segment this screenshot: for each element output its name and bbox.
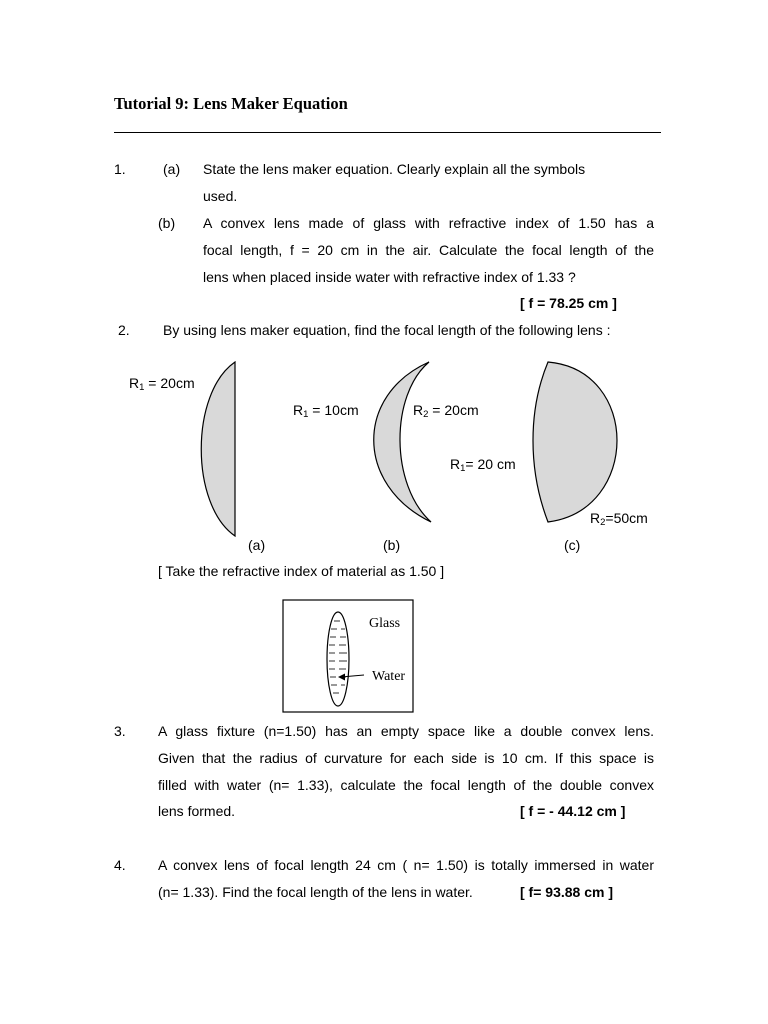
q1-number: 1. xyxy=(114,161,126,177)
q2-number: 2. xyxy=(118,322,130,338)
q3-answer: [ f = - 44.12 cm ] xyxy=(520,803,626,819)
inset-water-label: Water xyxy=(372,669,406,684)
lens-b-r2-label: $R_2 = 20cm$ xyxy=(413,402,479,420)
q4-line2: (n= 1.33). Find the focal length of the lens in water. xyxy=(158,884,473,900)
q1b-line2: focal length, f = 20 cm in the air. Calculate the focal length of the xyxy=(203,242,654,258)
lens-c-r1-label: $R_1= 20$ cm xyxy=(450,456,516,474)
q1a-line2: used. xyxy=(203,188,238,204)
lens-b-r1-label: $R_1 = 10cm$ xyxy=(293,402,359,420)
q4-number: 4. xyxy=(114,857,126,873)
lens-a-caption: (a) xyxy=(248,537,266,553)
q3-line3: filled with water (n= 1.33), calculate the focal length of the double convex xyxy=(158,777,654,793)
lens-a-r1-label: $R_1 = 20cm$ xyxy=(129,375,195,393)
q3-line1: A glass fixture (n=1.50) has an empty space like a double convex lens. xyxy=(158,723,654,739)
lens-b-caption: (b) xyxy=(383,537,401,553)
q3-line2: Given that the radius of curvature for each side is 10 cm. If this space is xyxy=(158,750,654,766)
q4-line1: A convex lens of focal length 24 cm ( n= 1.50) is totally immersed in water xyxy=(158,857,654,873)
q1a-line1: State the lens maker equation. Clearly explain all the symbols xyxy=(203,161,586,177)
q1a-label: (a) xyxy=(163,161,181,177)
q2-text: By using lens maker equation, find the focal length of the following lens : xyxy=(163,322,611,338)
q1b-label: (b) xyxy=(158,215,176,231)
q3-number: 3. xyxy=(114,723,126,739)
q4-answer: [ f= 93.88 cm ] xyxy=(520,884,613,900)
lens-b-shape xyxy=(374,362,431,522)
page-title: Tutorial 9: Lens Maker Equation xyxy=(114,94,348,113)
lens-c-shape xyxy=(533,362,617,522)
lens-a-shape xyxy=(201,362,235,536)
q2-note: [ Take the refractive index of material as 1.50 ] xyxy=(158,563,445,579)
inset-water-lens xyxy=(327,612,349,706)
lens-c-caption: (c) xyxy=(564,537,581,553)
q1b-line3: lens when placed inside water with refractive index of 1.33 ? xyxy=(203,269,576,285)
lens-c-r2-label: $R_2=50cm$ xyxy=(590,510,648,528)
inset-glass-label: Glass xyxy=(369,616,401,631)
q3-line4: lens formed. xyxy=(158,803,236,819)
q1b-answer: [ f = 78.25 cm ] xyxy=(520,295,617,311)
q1b-line1: A convex lens made of glass with refractive index of 1.50 has a xyxy=(203,215,654,231)
